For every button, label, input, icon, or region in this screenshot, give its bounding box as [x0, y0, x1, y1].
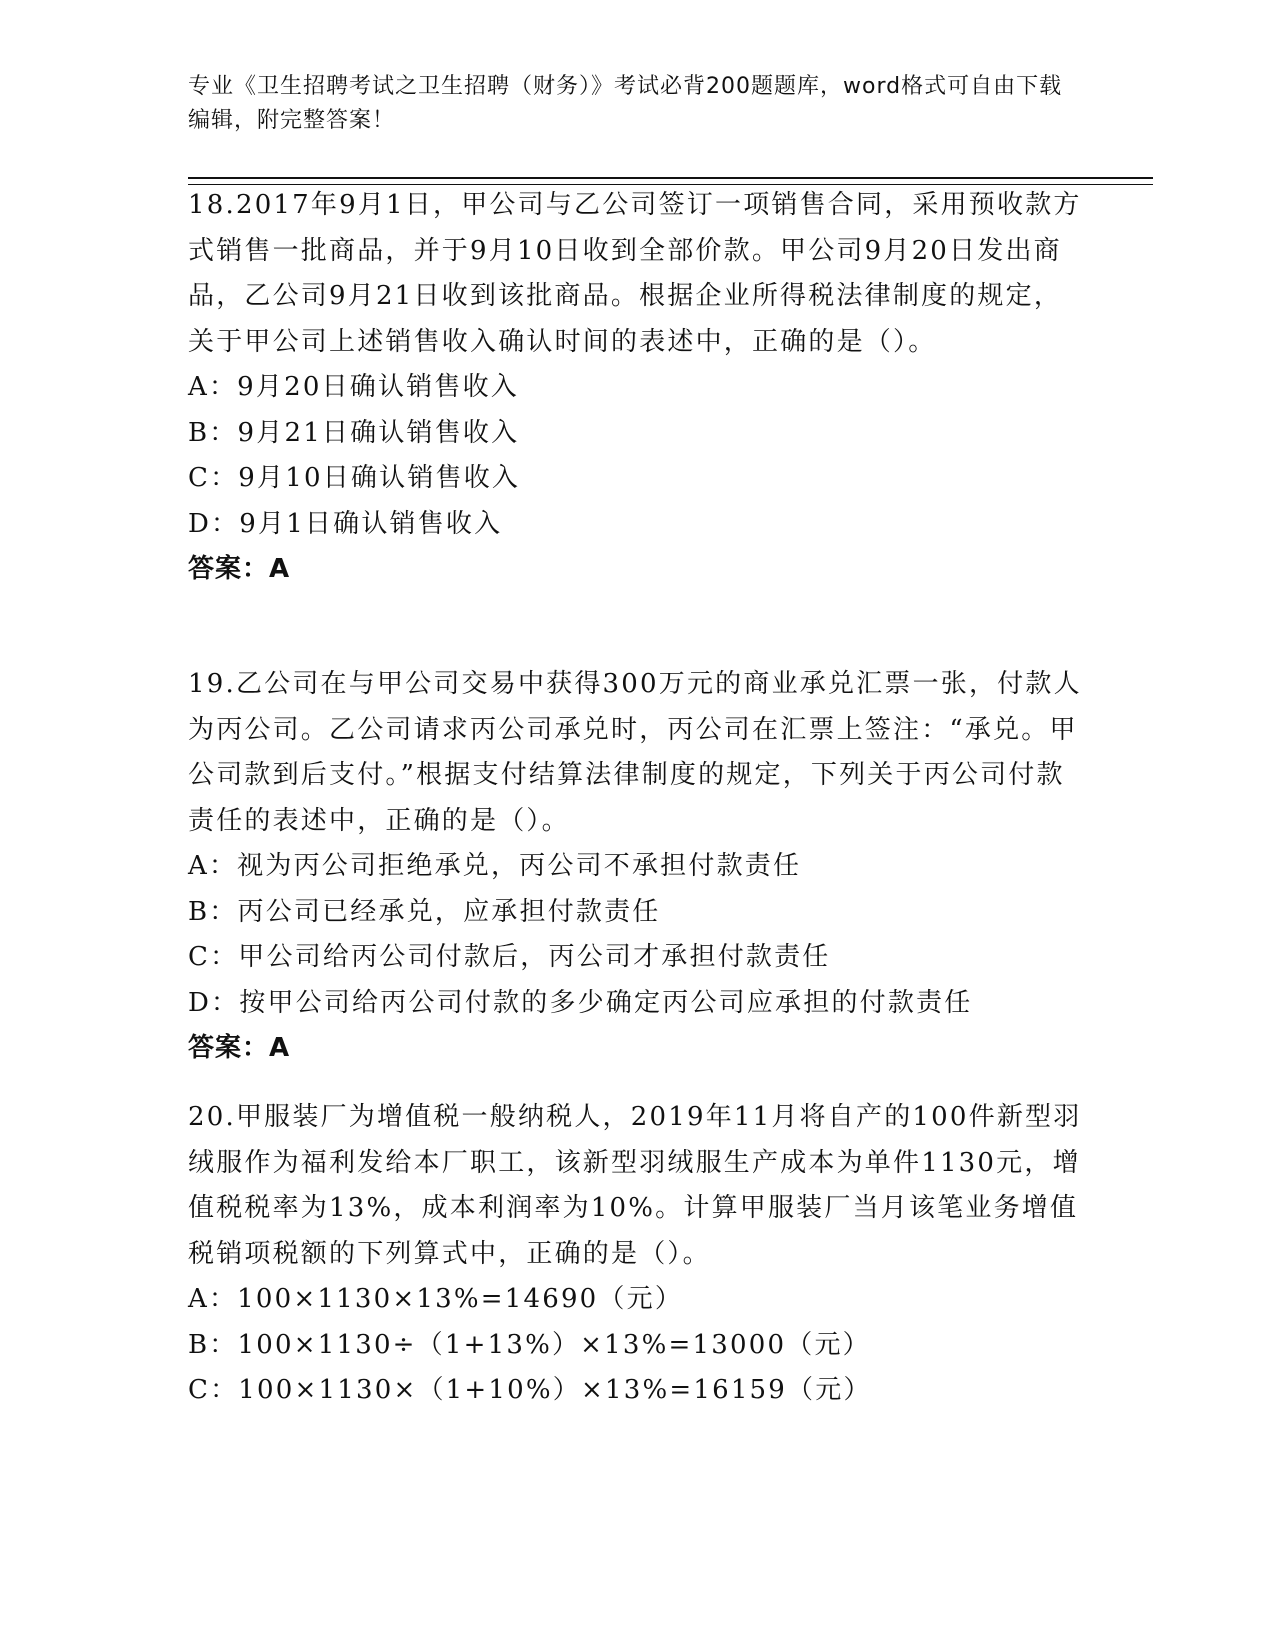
option-b: B：丙公司已经承兑，应承担付款责任: [188, 896, 661, 927]
question-18: [188, 183, 1088, 593]
header-rule-thick: [188, 177, 1153, 179]
option-b: B：100×1130÷（1+13%）×13%=13000（元）: [188, 1329, 871, 1360]
answer-label: 答案：: [188, 1033, 270, 1063]
option-a: A：100×1130×13%=14690（元）: [188, 1284, 684, 1314]
question-19: [188, 662, 1088, 1072]
option-c: C：9月10日确认销售收入: [188, 463, 521, 493]
question-text: 18.2017年9月1日，甲公司与乙公司签订一项销售合同，采用预收款方式销售一批商品，并于9月10日收到全部价款。甲公司9月20日发出商品，乙公司9月21日收到该批商品。根据企业所得税法律制度的规定，关于甲公司上述销售收入确认时间的表述中，正确的是（）。: [188, 190, 1082, 357]
question-text: 19.乙公司在与甲公司交易中获得300万元的商业承兑汇票一张，付款人为丙公司。乙公司请求丙公司承兑时，丙公司在汇票上签注：“承兑。甲公司款到后支付。”根据支付结算法律制度的规定，下列关于丙公司付款责任的表述中，正确的是（）。: [188, 669, 1082, 836]
answer-value: A: [269, 1033, 291, 1063]
option-d: D：按甲公司给丙公司付款的多少确定丙公司应承担的付款责任: [188, 987, 973, 1018]
question-20: [188, 1095, 1088, 1414]
option-d: D：9月1日确认销售收入: [188, 508, 503, 539]
document-header: [188, 70, 1068, 138]
answer-value: A: [269, 554, 291, 584]
option-c: C：甲公司给丙公司付款后，丙公司才承担付款责任: [188, 942, 831, 972]
answer-label: 答案：: [188, 554, 270, 584]
header-title: 专业《卫生招聘考试之卫生招聘（财务）》考试必背200题题库，word格式可自由下载编辑，附完整答案！: [188, 74, 1063, 133]
answer: [188, 547, 1088, 593]
option-b: B：9月21日确认销售收入: [188, 417, 520, 448]
option-a: A：视为丙公司拒绝承兑，丙公司不承担付款责任: [188, 851, 802, 881]
answer: [188, 1026, 1088, 1072]
option-c: C：100×1130×（1+10%）×13%=16159（元）: [188, 1375, 872, 1405]
option-a: A：9月20日确认销售收入: [188, 372, 520, 402]
question-text: 20.甲服装厂为增值税一般纳税人，2019年11月将自产的100件新型羽绒服作为福利发给本厂职工，该新型羽绒服生产成本为单件1130元，增值税税率为13%，成本利润率为10%。计算甲服装厂当月该笔业务增值税销项税额的下列算式中，正确的是（）。: [188, 1102, 1082, 1269]
